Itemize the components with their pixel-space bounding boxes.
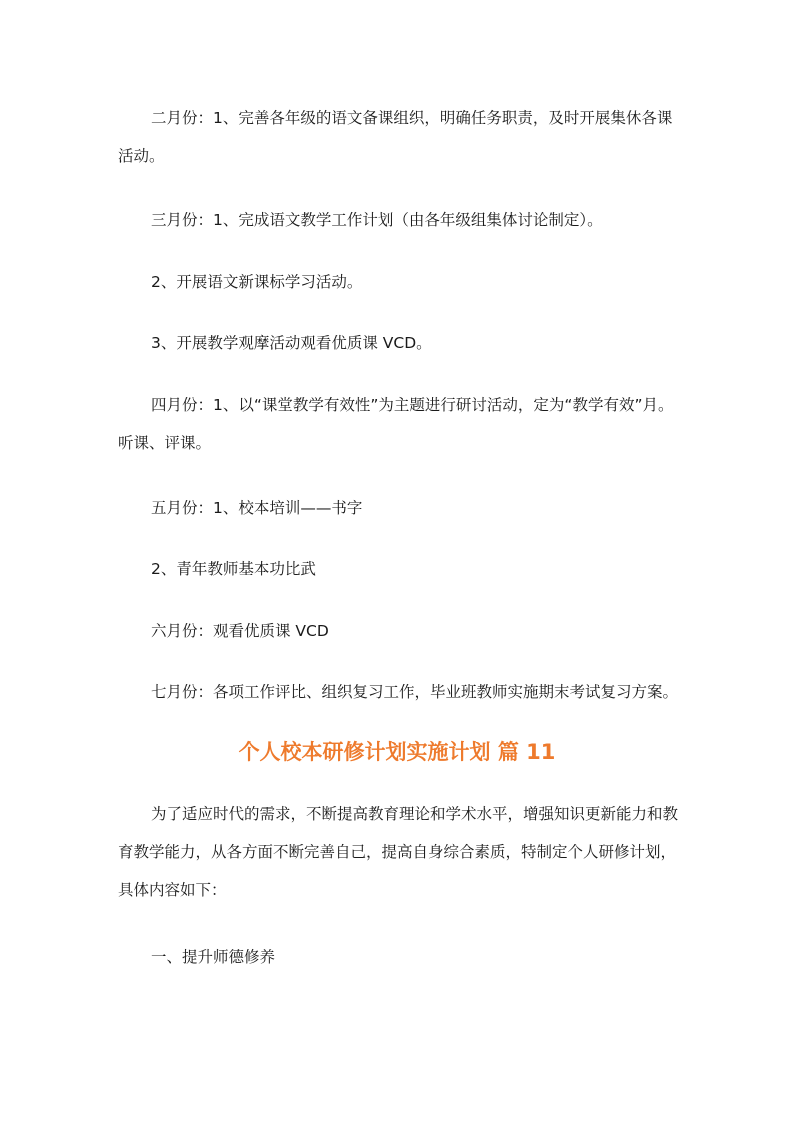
paragraph-june: 六月份：观看优质课 VCD	[151, 622, 329, 640]
paragraph-may-1: 五月份：1、校本培训——书字	[151, 499, 363, 517]
paragraph-march-1: 三月份：1、完成语文教学工作计划（由各年级组集体讨论制定）。	[151, 211, 603, 229]
paragraph-march-3: 3、开展教学观摩活动观看优质课 VCD。	[151, 334, 432, 352]
paragraph-may-2: 2、青年教师基本功比武	[151, 560, 316, 578]
paragraph-july: 七月份：各项工作评比、组织复习工作，毕业班教师实施期末考试复习方案。	[151, 683, 679, 701]
paragraph-intro: 为了适应时代的需求，不断提高教育理论和学术水平，增强知识更新能力和教育教学能力，从各方面不断完善自己，提高自身综合素质，特制定个人研修计划，具体内容如下：	[118, 805, 679, 899]
section-title: 个人校本研修计划实施计划 篇 11	[238, 740, 556, 764]
paragraph-february: 二月份：1、完善各年级的语文备课组织，明确任务职责，及时开展集休各课活动。	[118, 109, 673, 165]
paragraph-march-2: 2、开展语文新课标学习活动。	[151, 273, 363, 291]
paragraph-april: 四月份：1、以“课堂教学有效性”为主题进行研讨活动，定为“教学有效”月。听课、评课。	[118, 396, 674, 452]
heading-ethics: 一、提升师德修养	[151, 948, 276, 966]
